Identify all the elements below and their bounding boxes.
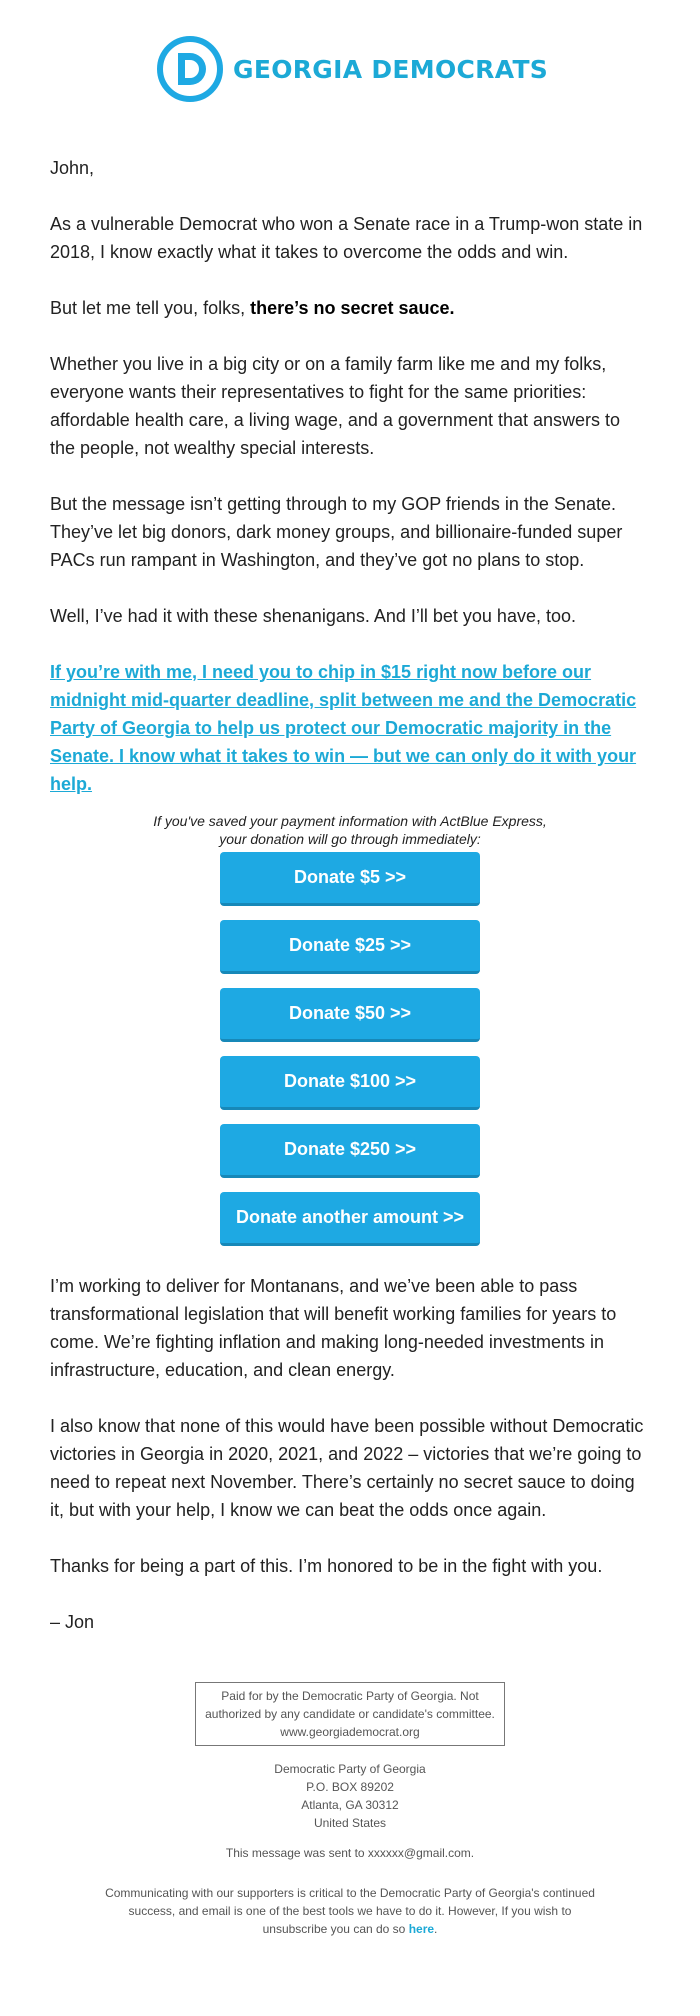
sent-prefix: This message was sent to — [225, 1846, 368, 1860]
address-line3: Atlanta, GA 30312 — [301, 1798, 399, 1812]
email-header — [0, 0, 700, 130]
actblue-note-line2: your donation will go through immediately: — [219, 831, 481, 847]
donate-5-button[interactable]: Donate $5 >> — [220, 852, 480, 906]
donate-100-button[interactable]: Donate $100 >> — [220, 1056, 480, 1110]
logo-wordmark: GEORGIA DEMOCRATS — [233, 54, 549, 84]
email-footer — [0, 1682, 700, 1938]
sent-suffix: . — [470, 1846, 475, 1860]
unsub-suffix: . — [434, 1922, 438, 1936]
paid-for-disclaimer — [195, 1682, 505, 1746]
disclaimer-line1: Paid for by the Democratic Party of Georgia. Not — [221, 1689, 479, 1703]
actblue-note-line1: If you've saved your payment information with ActBlue Express, — [153, 813, 547, 829]
paragraph-thanks: Thanks for being a part of this. I’m honored to be in the fight with you. — [50, 1556, 603, 1576]
unsub-line1: Communicating with our supporters is critical to the Democratic Party of Georgia's continued — [105, 1886, 595, 1900]
paragraph-shenanigans: Well, I’ve had it with these shenanigans. And I’ll bet you have, too. — [50, 606, 576, 626]
donate-button-list — [50, 852, 650, 1260]
paragraph-gop: But the message isn’t getting through to my GOP friends in the Senate. They’ve let big donors, dark money groups, and billionaire-funded super PACs run rampant in Washington, and they’ve got no plans to stop. — [50, 494, 623, 570]
sent-to-notice — [0, 1844, 700, 1862]
donate-50-button[interactable]: Donate $50 >> — [220, 988, 480, 1042]
address-line2: P.O. BOX 89202 — [306, 1780, 394, 1794]
donate-other-amount-button[interactable]: Donate another amount >> — [220, 1192, 480, 1246]
greeting: John, — [50, 158, 95, 178]
paragraph-priorities: Whether you live in a big city or on a family farm like me and my folks, everyone wants their representatives to fight for the same priorities: affordable health care, a living wage, and a government that answers to the people, not wealthy special interests. — [50, 354, 621, 458]
unsubscribe-notice — [90, 1884, 610, 1938]
disclaimer-url[interactable]: www.georgiademocrat.org — [280, 1725, 420, 1739]
donate-250-button[interactable]: Donate $250 >> — [220, 1124, 480, 1178]
email-body — [0, 154, 700, 1636]
address-line1: Democratic Party of Georgia — [274, 1762, 426, 1776]
unsub-line2: success, and email is one of the best tools we have to do it. However, If you wish to — [128, 1904, 572, 1918]
donate-cta-link[interactable]: If you’re with me, I need you to chip in $15 right now before our midnight mid-quarter deadline, split between me and the Democratic Party of Georgia to help us protect our Democratic majority in the Senate. I know what it takes to win — but we can only do it with your help. — [50, 662, 637, 794]
mailing-address — [0, 1760, 700, 1832]
address-line4: United States — [313, 1816, 387, 1830]
secret-sauce-bold: there’s no secret sauce. — [250, 298, 455, 318]
recipient-email: xxxxxx@gmail.com — [367, 1846, 471, 1860]
unsub-line3-prefix: unsubscribe you can do so — [262, 1922, 409, 1936]
signoff: – Jon — [50, 1612, 95, 1632]
georgia-democrats-logo[interactable] — [157, 36, 548, 102]
donate-25-button[interactable]: Donate $25 >> — [220, 920, 480, 974]
disclaimer-line2: authorized by any candidate or candidate's committee. — [205, 1707, 495, 1721]
democrats-d-icon — [157, 36, 223, 102]
unsub-line3 — [90, 1920, 610, 1938]
paragraph-secret-sauce — [50, 294, 650, 322]
paragraph-intro: As a vulnerable Democrat who won a Senate race in a Trump-won state in 2018, I know exactly what it takes to overcome the odds and win. — [50, 214, 643, 262]
secret-sauce-prefix: But let me tell you, folks, — [50, 298, 251, 318]
unsubscribe-link[interactable]: here — [408, 1922, 435, 1936]
paragraph-georgia-victories: I also know that none of this would have been possible without Democratic victories in Georgia in 2020, 2021, and 2022 – victories that we’re going to need to repeat next November. There’s certainly no secret sauce to doing it, but with your help, I know we can beat the odds once again. — [50, 1416, 644, 1520]
actblue-note — [50, 812, 650, 848]
paragraph-montanans: I’m working to deliver for Montanans, and we’ve been able to pass transformational legislation that will benefit working families for years to come. We’re fighting inflation and making long-needed investments in infrastructure, education, and clean energy. — [50, 1276, 617, 1380]
